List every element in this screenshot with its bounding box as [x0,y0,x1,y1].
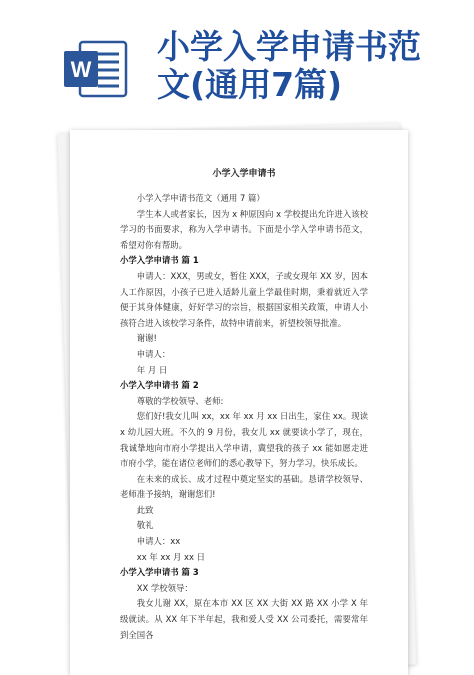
intro-line: 小学入学申请书范文（通用 7 篇） [136,193,265,203]
word-document-icon [62,38,132,100]
section-heading: 小学入学申请书 篇 2 [120,380,199,391]
section-heading: 小学入学申请书 篇 1 [120,255,199,266]
document-page [70,130,408,675]
section-paragraph: 申请人： [136,348,171,359]
section-paragraph: 敬礼 [136,520,154,531]
section-paragraph: XX 学校领导： [136,582,193,593]
section-paragraph: 您们好!我女儿叫 xx，xx 年 xx 月 xx 日出生，家住 xx。现读 x 幼儿园大班。不久的 9 月份，我女儿 xx 就要读小学了，现在，我诚挚地向市府小学提出入学申请，冀望我的孩子 xx 能如愿走进市府小学，能在诸位老师们的悉心教导下，努力学习，快乐成长。 [120,411,368,469]
document-title: 小学入学申请书 [212,169,276,179]
section-paragraph: 我女儿谢 XX，原在本市 XX 区 XX 大街 XX 路 XX 小学 X 年级就读。从 XX 年下半年起，我和爱人受 XX 公司委托，需要常年到全国各 [120,598,368,640]
section-paragraph: 尊敬的学校领导、老师: [136,395,224,406]
page-title: 小学入学申请书范 文(通用7篇) [157,27,421,104]
section-paragraph: 在未来的成长、成才过程中奠定坚实的基础。恳请学校领导、老师准予接纳，谢谢您们! [120,473,368,500]
page-header [0,0,474,118]
word-icon-letter: W [70,57,92,82]
section-heading: 小学入学申请书 篇 3 [120,567,199,578]
section-paragraph: 申请人：XXX，男或女，暂住 XXX，子或女现年 XX 岁，因本人工作原因，小孩子已进入适龄儿童上学最佳时期，秉着就近入学便于其身体健康，好好学习的宗旨，根据国家相关政策，申请人小孩符合进入该校学习条件，故特申请前来，祈望校领导批准。 [120,270,368,328]
section-paragraph: 年 月 日 [136,364,168,375]
preface-paragraph: 学生本人或者家长，因为 x 种原因向 x 学校提出允许进入该校学习的书面要求，称为入学申请书。下面是小学入学申请书范文，希望对你有帮助。 [120,208,368,250]
section-paragraph: 此致 [136,504,154,515]
document-content [120,166,368,643]
section-paragraph: 申请人：xx [136,536,181,547]
section-paragraph: 谢谢! [136,333,157,344]
section-paragraph: xx 年 xx 月 xx 日 [136,551,205,562]
